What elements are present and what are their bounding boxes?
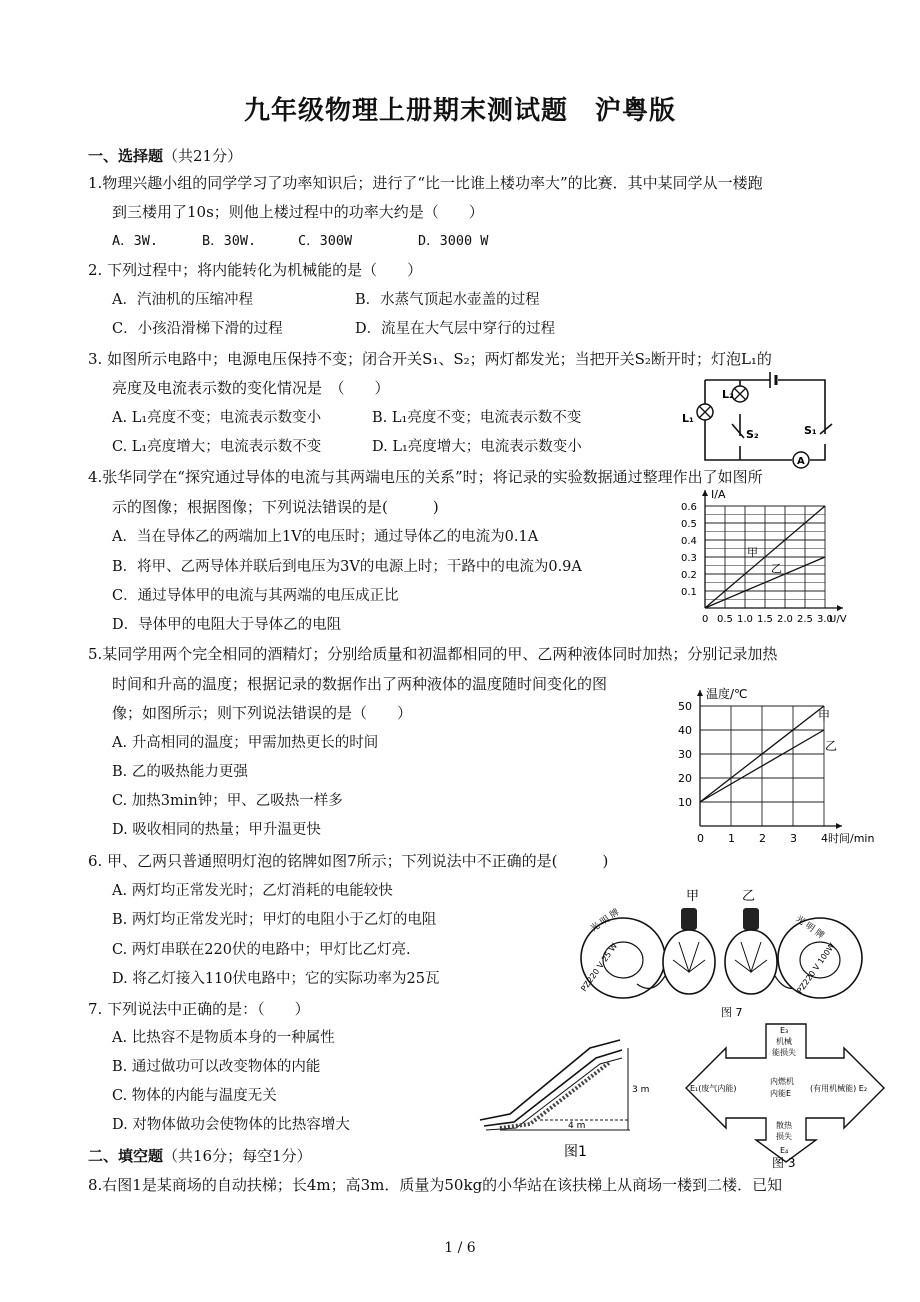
y-tick-label: 0.6 (681, 502, 697, 513)
q6-option-d: D. 将乙灯接入110伏电路中；它的实际功率为25瓦 (112, 971, 440, 987)
circuit-diagram (670, 362, 840, 470)
q5-line1: 5.某同学用两个完全相同的酒精灯；分别给质量和初温都相同的甲、乙两种液体同时加热；分别记录加热 (88, 645, 778, 663)
q3-line1: 3. 如图所示电路中；电源电压保持不变；闭合开关S₁、S₂；两灯都发光；当把开关S₂断开时；灯泡L₁的 (88, 350, 772, 368)
q4-line1: 4.张华同学在“探究通过导体的电流与其两端电压的关系”时；将记录的实验数据通过整理作出了如图所 (88, 468, 763, 486)
q5-option-d: D. 吸收相同的热量；甲升温更快 (112, 822, 321, 838)
x-tick-label: 2.5 (797, 614, 813, 625)
q1-line1: 1.物理兴趣小组的同学学习了功率知识后；进行了“比一比谁上楼功率大”的比赛．其中某同学从一楼跑 (88, 174, 763, 192)
bulb-yi-label: 乙 (742, 889, 756, 904)
x-tick-label: 1.5 (757, 614, 773, 625)
q2-line1: 2. 下列过程中；将内能转化为机械能的是（ ） (88, 261, 423, 279)
x-tick-label: 0 (697, 832, 704, 845)
series-label-jia: 甲 (818, 709, 831, 723)
q3-option-c: C. L₁亮度增大；电流表示数不变 (112, 439, 322, 455)
mech-label: 机械 (776, 1037, 792, 1046)
figure-3-caption: 图 3 (772, 1156, 796, 1170)
q3-line2: 亮度及电流表示数的变化情况是 （ ） (112, 379, 390, 397)
q1-option-a: A．3W. (112, 233, 159, 249)
section-2-heading (88, 1145, 312, 1166)
q6-option-a: A. 两灯均正常发光时；乙灯消耗的电能较快 (112, 883, 393, 899)
q1-option-c: C．300W (298, 233, 353, 249)
q8-line1: 8.右图1是某商场的自动扶梯；长4m；高3m．质量为50kg的小华站在该扶梯上从商场一楼到二楼．已知 (88, 1176, 783, 1194)
section-1-note: （共21分） (163, 147, 243, 165)
mech-loss-label: 能损失 (772, 1048, 796, 1057)
figure-7-caption: 图 7 (721, 1006, 743, 1019)
e3-label: E₃ (780, 1026, 789, 1035)
q5-option-a: A. 升高相同的温度；甲需加热更长的时间 (112, 735, 379, 751)
q4-option-c: C．通过导体甲的电流与其两端的电压成正比 (112, 588, 399, 604)
y-tick-label: 0.4 (681, 536, 697, 547)
heat-label: 散热 (776, 1121, 792, 1130)
x-tick-label: 1.0 (737, 614, 753, 625)
q4-option-d: D．导体甲的电阻大于导体乙的电阻 (112, 617, 342, 633)
x-tick-label: 2.0 (777, 614, 793, 625)
y-tick-label: 0.1 (681, 587, 697, 598)
iv-chart (675, 490, 865, 635)
x-axis-arrow-icon (836, 823, 842, 829)
series-label-yi: 乙 (771, 562, 782, 575)
q1-option-d: D．3000 W (418, 233, 489, 249)
y-tick-label: 30 (678, 748, 692, 761)
y-tick-label: 0.5 (681, 519, 697, 530)
q2-option-a: A．汽油机的压缩冲程 (112, 292, 253, 308)
q3-option-b: B. L₁亮度不变；电流表示数不变 (372, 410, 582, 426)
x-axis-arrow-icon (837, 605, 843, 611)
internal-energy-label: 内能E (770, 1089, 792, 1098)
section-2-note: （共16分；每空1分） (163, 1147, 312, 1165)
x-tick-label: 1 (728, 832, 735, 845)
y-tick-label: 50 (678, 700, 692, 713)
section-1-heading (88, 145, 242, 166)
label-s2: S₂ (746, 428, 759, 441)
q5-option-c: C. 加热3min钟；甲、乙吸热一样多 (112, 793, 343, 809)
y-tick-label: 0.2 (681, 570, 697, 581)
series-label-yi: 乙 (825, 739, 838, 753)
y-axis-arrow-icon (697, 690, 703, 696)
q7-option-a: A. 比热容不是物质本身的一种属性 (112, 1030, 335, 1046)
bulbs-figure (575, 880, 870, 1020)
x-axis-label: 时间/min (828, 832, 875, 845)
q6-option-b: B. 两灯均正常发光时；甲灯的电阻小于乙灯的电阻 (112, 912, 437, 928)
ammeter-label: A (797, 456, 805, 467)
q3-option-d: D. L₁亮度增大；电流表示数变小 (372, 439, 582, 455)
label-s1: S₁ (804, 424, 817, 437)
y-tick-label: 0.3 (681, 553, 697, 564)
q5-line3: 像；如图所示；则下列说法错误的是（ ） (112, 704, 413, 722)
escalator-length: 4 m (568, 1121, 586, 1131)
q5-line2: 时间和升高的温度；根据记录的数据作出了两种液体的温度随时间变化的图 (112, 675, 608, 693)
nameplate-yi-rating: PZ220 V 100W (795, 941, 837, 996)
q6-line1: 6. 甲、乙两只普通照明灯泡的铭牌如图7所示；下列说法中不正确的是( ) (88, 852, 609, 870)
e1-label: E₁(废气内能) (690, 1084, 737, 1093)
x-axis-label: U/V (829, 614, 847, 625)
temperature-chart (668, 680, 888, 850)
q2-option-b: B．水蒸气顶起水壶盖的过程 (355, 292, 540, 308)
energy-flow-figure (676, 1020, 892, 1170)
lamp-l1-icon (697, 404, 713, 420)
engine-label: 内燃机 (770, 1077, 794, 1086)
q4-option-b: B．将甲、乙两导体并联后到电压为3V的电源上时；干路中的电流为0.9A (112, 559, 582, 575)
q1-line2: 到三楼用了10s；则他上楼过程中的功率大约是（ ） (112, 203, 484, 221)
q4-option-a: A．当在导体乙的两端加上1V的电压时；通过导体乙的电流为0.1A (112, 529, 539, 545)
q7-option-c: C. 物体的内能与温度无关 (112, 1088, 277, 1104)
section-1-label: 一、选择题 (88, 147, 164, 165)
y-tick-label: 20 (678, 772, 692, 785)
q1-option-b: B．30W. (202, 233, 257, 249)
nameplate-jia-brand: 光 明 牌 (588, 907, 622, 935)
label-l1: L₁ (682, 412, 694, 425)
series-label-jia: 甲 (747, 546, 758, 559)
q2-option-c: C．小孩沿滑梯下滑的过程 (112, 321, 283, 337)
q7-option-d: D. 对物体做功会使物体的比热容增大 (112, 1117, 350, 1133)
x-tick-label: 2 (759, 832, 766, 845)
x-tick-label: 4 (821, 832, 828, 845)
label-l2: L₂ (722, 388, 734, 401)
q3-option-a: A. L₁亮度不变；电流表示数变小 (112, 410, 322, 426)
page-title: 九年级物理上册期末测试题 沪粤版 (243, 96, 676, 126)
y-axis-label: 温度/℃ (706, 687, 748, 701)
nameplate-jia-rating: PZ220 V 25 W (579, 941, 620, 994)
x-tick-label: 3.0 (817, 614, 833, 625)
nameplate-yi-brand: 光 明 牌 (793, 914, 826, 942)
figure-1-caption: 图1 (564, 1144, 587, 1160)
heat-loss-label: 损失 (776, 1132, 792, 1141)
q5-option-b: B. 乙的吸热能力更强 (112, 764, 248, 780)
x-tick-label: 0.5 (717, 614, 733, 625)
y-axis-label: I/A (711, 490, 726, 501)
x-tick-label: 0 (702, 614, 709, 625)
section-2-label: 二、填空题 (88, 1147, 164, 1165)
bulb-jia-label: 甲 (686, 889, 700, 904)
q6-option-c: C. 两灯串联在220伏的电路中；甲灯比乙灯亮. (112, 942, 411, 958)
escalator-height: 3 m (632, 1085, 650, 1095)
y-axis-arrow-icon (702, 490, 708, 496)
escalator-icon (480, 1040, 630, 1130)
x-tick-label: 3 (790, 832, 797, 845)
lamp-l2-icon (732, 386, 748, 402)
escalator-figure (470, 1028, 660, 1160)
y-tick-label: 10 (678, 796, 692, 809)
page-number: 1 / 6 (444, 1240, 476, 1256)
q7-option-b: B. 通过做功可以改变物体的内能 (112, 1059, 321, 1075)
q7-line1: 7. 下列说法中正确的是：（ ） (88, 1000, 310, 1018)
q4-line2: 示的图像；根据图像；下列说法错误的是( ) (112, 498, 439, 516)
e4-label: E₄ (780, 1146, 789, 1155)
e2-label: (有用机械能) E₂ (810, 1084, 868, 1093)
q2-option-d: D．流星在大气层中穿行的过程 (355, 321, 556, 337)
y-tick-label: 40 (678, 724, 692, 737)
